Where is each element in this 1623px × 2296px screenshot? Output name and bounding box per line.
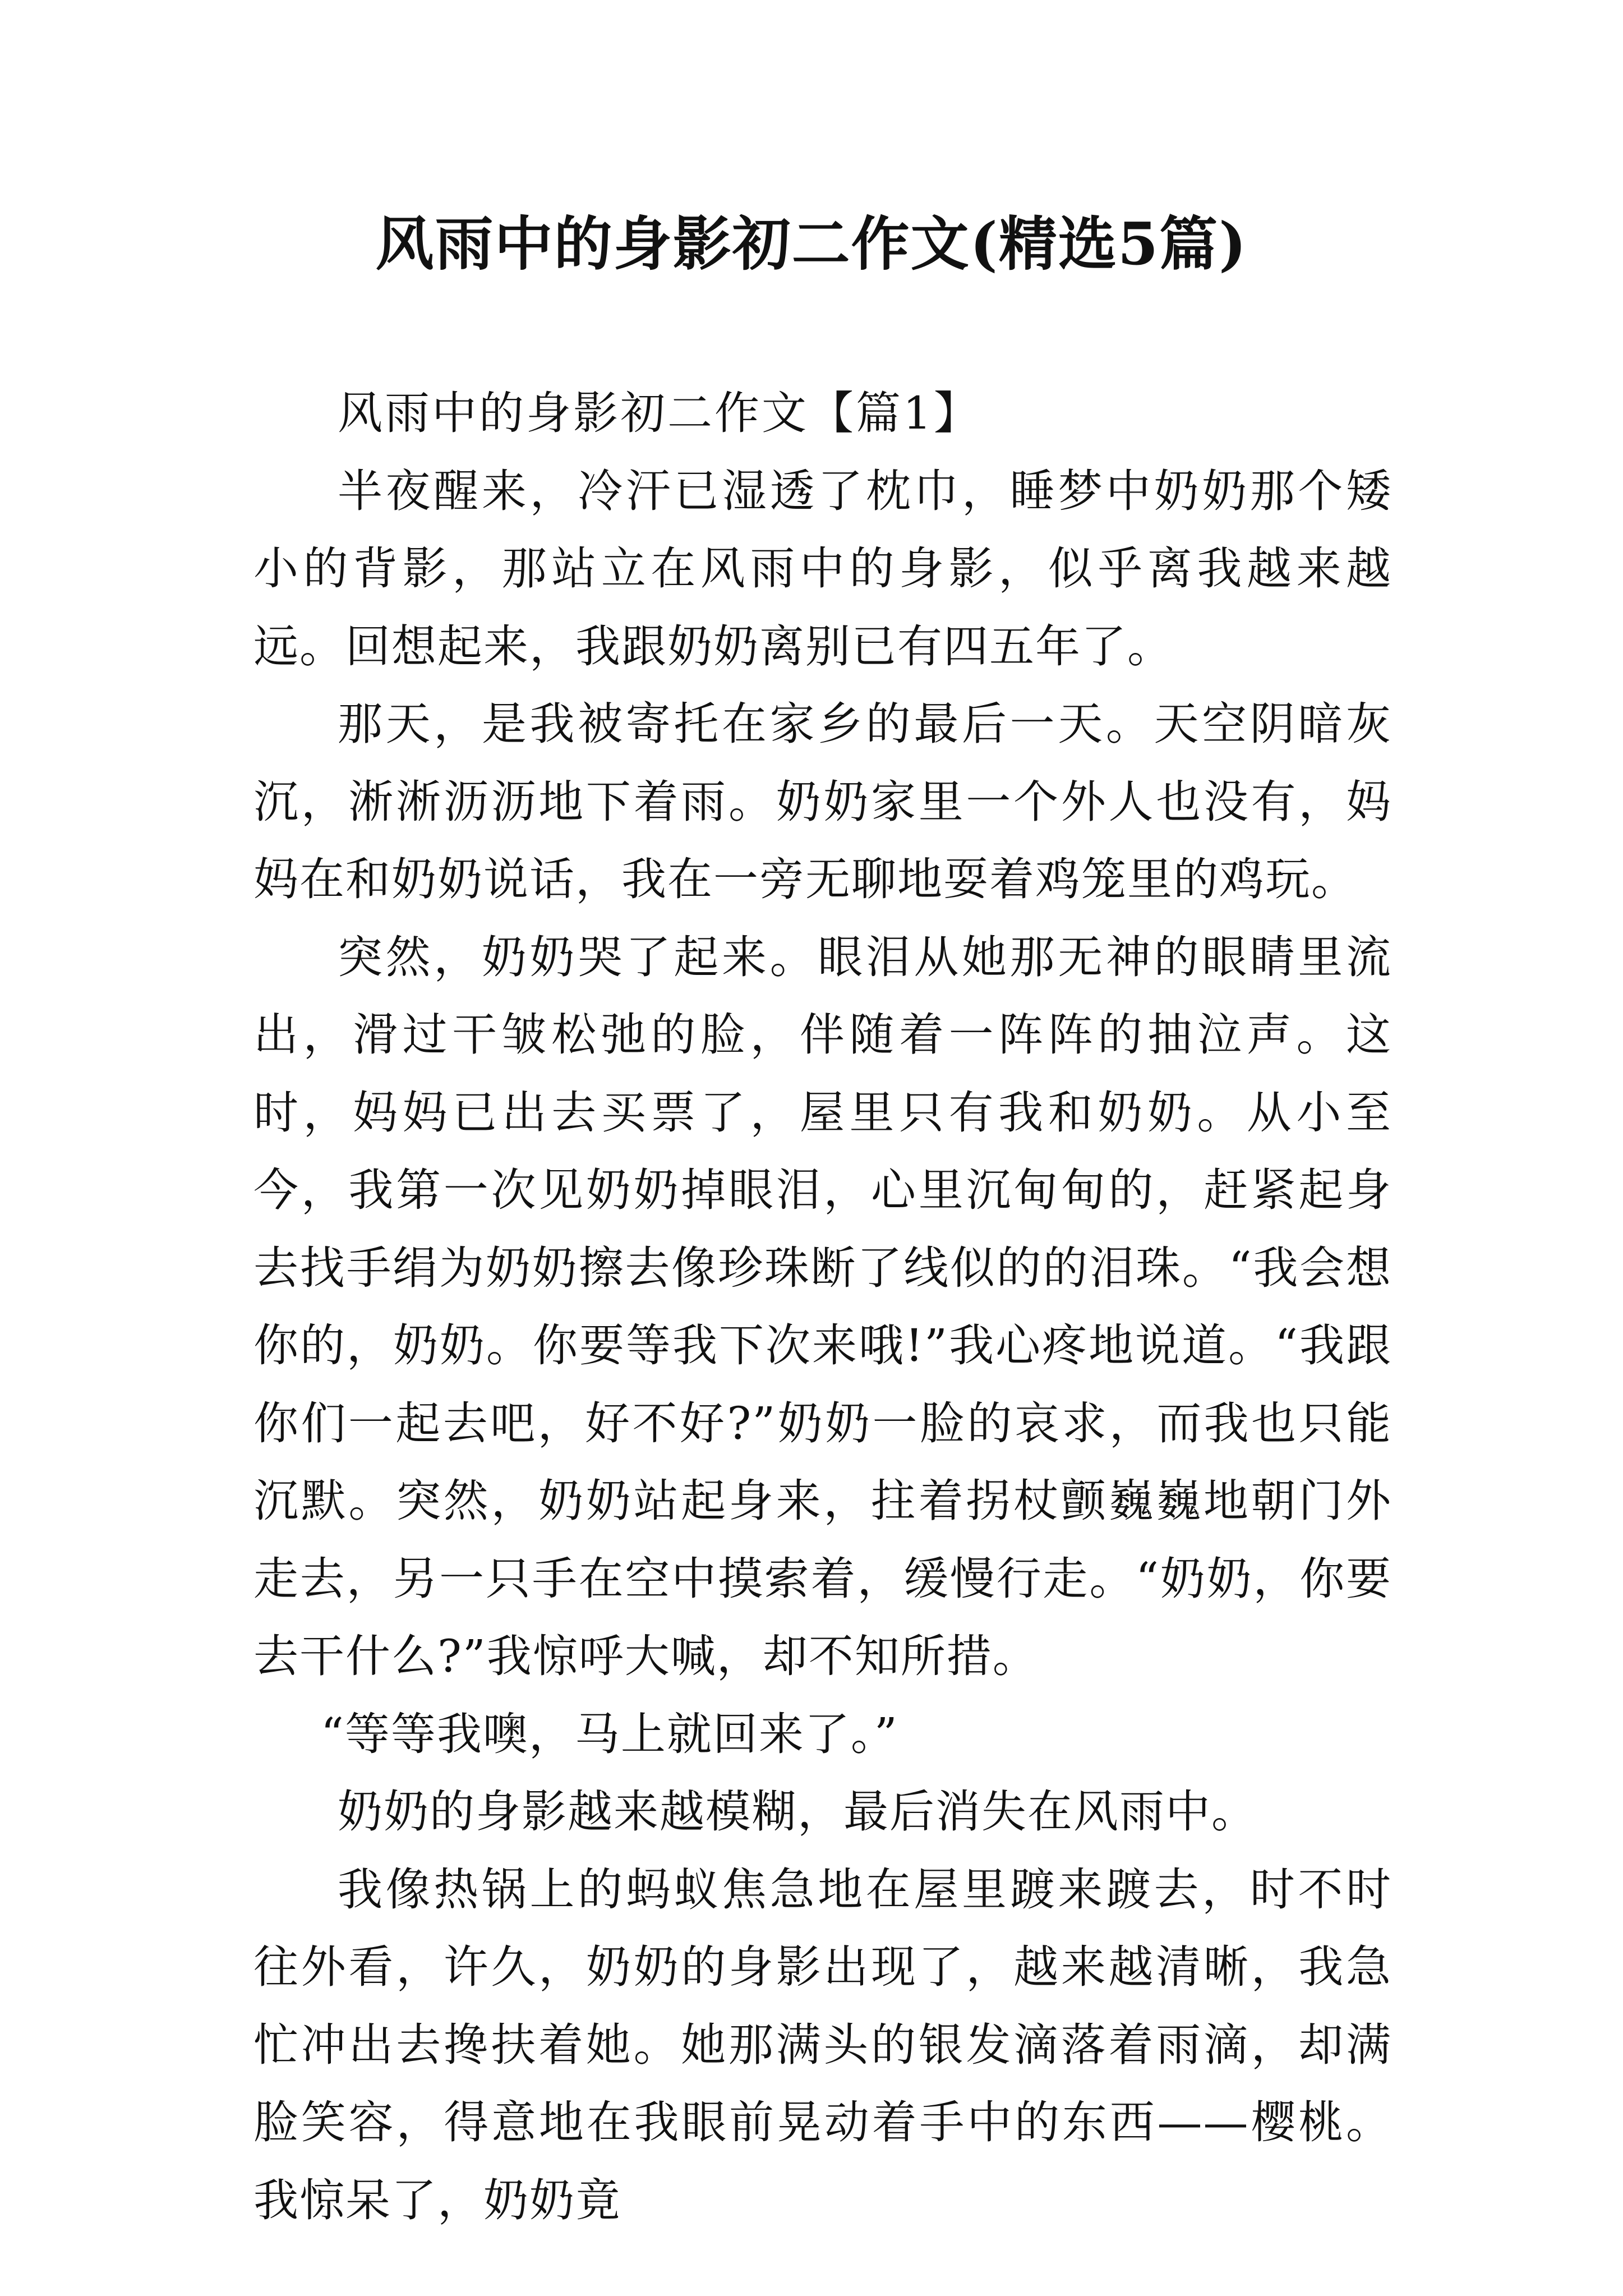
document-body: [253, 375, 1392, 2239]
paragraph: 我像热锅上的蚂蚁焦急地在屋里踱来踱去，时不时往外看，许久，奶奶的身影出现了，越来越清晰，我急忙冲出去搀扶着她。她那满头的银发滴落着雨滴，却满脸笑容，得意地在我眼前晃动着手中的东西——樱桃。我惊呆了，奶奶竟: [253, 1863, 1392, 2226]
section-heading: 风雨中的身影初二作文【篇1】: [338, 387, 981, 439]
paragraph: 半夜醒来，冷汗已湿透了枕巾，睡梦中奶奶那个矮小的背影，那站立在风雨中的身影，似乎离我越来越远。回想起来，我跟奶奶离别已有四五年了。: [253, 464, 1392, 673]
paragraph: 奶奶的身影越来越模糊，最后消失在风雨中。: [338, 1786, 1257, 1838]
paragraph: 那天，是我被寄托在家乡的最后一天。天空阴暗灰沉，淅淅沥沥地下着雨。奶奶家里一个外人也没有，妈妈在和奶奶说话，我在一旁无聊地耍着鸡笼里的鸡玩。: [253, 698, 1392, 905]
paragraph: “等等我噢，马上就回来了。”: [321, 1708, 898, 1760]
document-title: 风雨中的身影初二作文(精选5篇): [375, 209, 1248, 278]
paragraph: 突然，奶奶哭了起来。眼泪从她那无神的眼睛里流出，滑过干皱松弛的脸，伴随着一阵阵的抽泣声。这时，妈妈已出去买票了，屋里只有我和奶奶。从小至今，我第一次见奶奶掉眼泪，心里沉甸甸的，赶紧起身去找手绢为奶奶擦去像珍珠断了线似的的泪珠。“我会想你的，奶奶。你要等我下次来哦!”我心疼地说道。“我跟你们一起去吧，好不好?”奶奶一脸的哀求，而我也只能沉默。突然，奶奶站起身来，拄着拐杖颤巍巍地朝门外走去，另一只手在空中摸索着，缓慢行走。“奶奶，你要去干什么?”我惊呼大喊，却不知所措。: [253, 931, 1392, 1682]
